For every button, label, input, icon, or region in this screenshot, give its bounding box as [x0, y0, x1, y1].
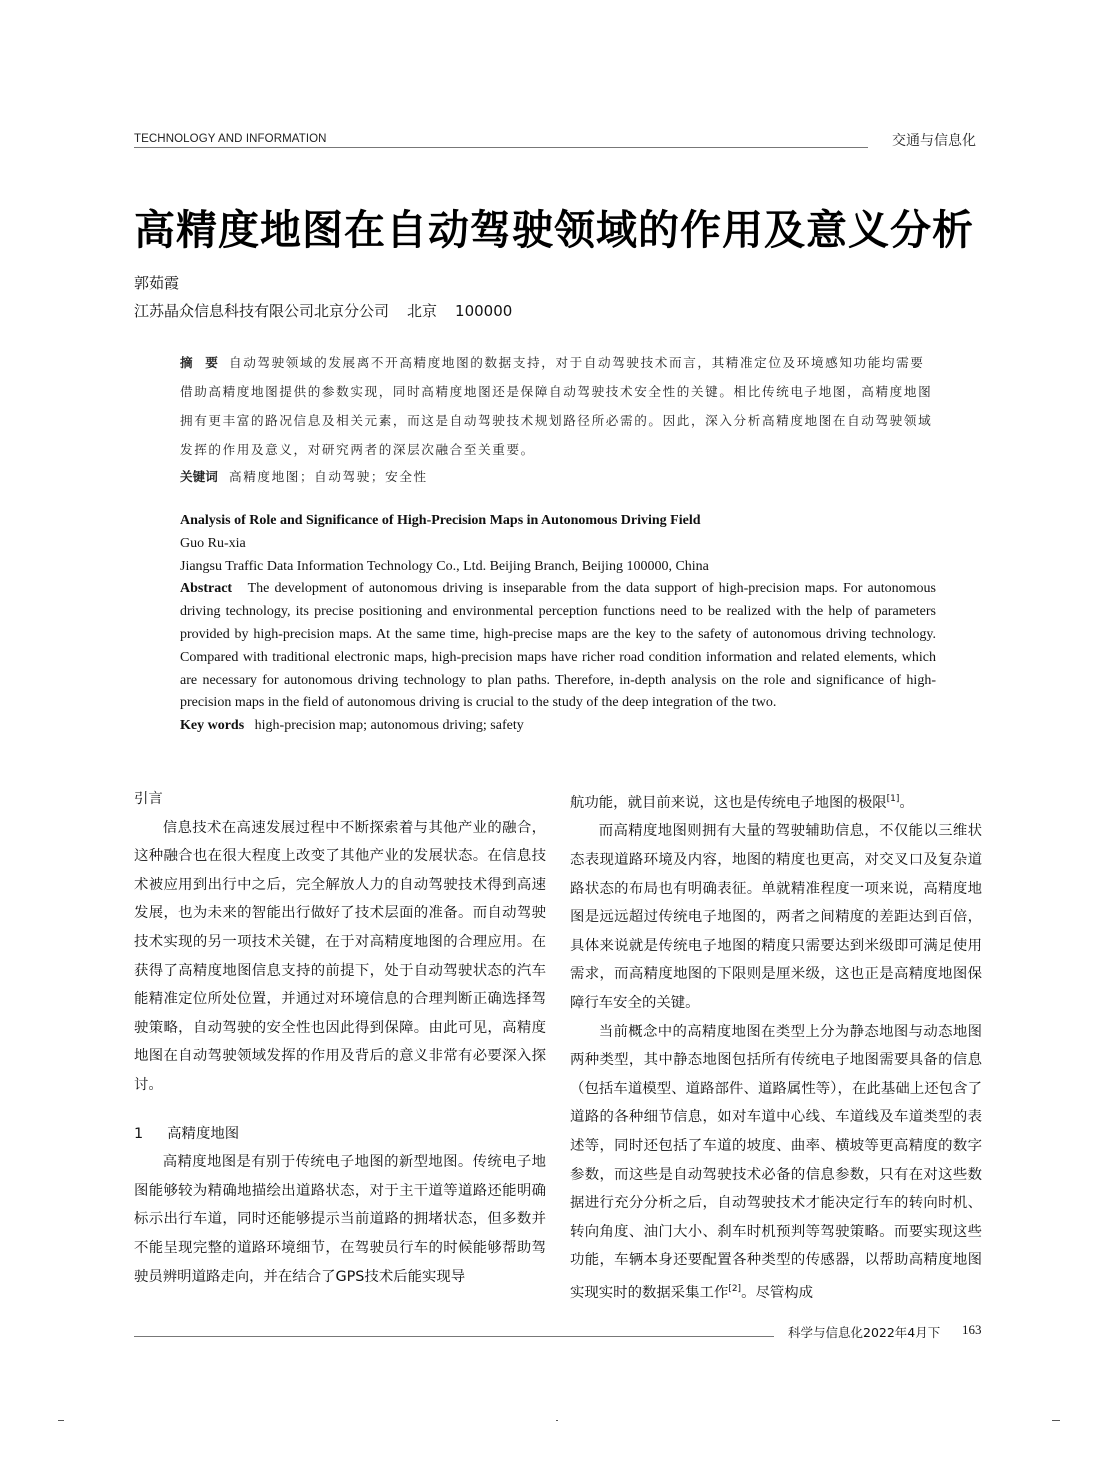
english-affiliation: Jiangsu Traffic Data Information Technology Co., Ltd. Beijing Branch, Beijing 100000, China — [180, 558, 709, 574]
abstract-cn-text: 自动驾驶领域的发展离不开高精度地图的数据支持，对于自动驾驶技术而言，其精准定位及环境感知功能均需要借助高精度地图提供的参数实现，同时高精度地图还是保障自动驾驶技术安全性的关键。相比传统电子地图，高精度地图拥有更丰富的路况信息及相关元素，而这是自动驾驶技术规划路径所必需的。因此，深入分析高精度地图在自动驾驶领域发挥的作用及意义，对研究两者的深层次融合至关重要。 — [180, 355, 933, 457]
footer-divider — [134, 1336, 774, 1337]
header-divider — [134, 147, 868, 148]
english-author: Guo Ru-xia — [180, 535, 246, 551]
affiliation-org: 江苏晶众信息科技有限公司北京分公司 — [134, 302, 390, 320]
crop-mark-center — [556, 1420, 558, 1421]
intro-heading: 引言 — [134, 791, 163, 807]
keywords-cn-label: 关键词 — [180, 469, 218, 484]
section-name: 交通与信息化 — [892, 133, 976, 149]
abstract-cn — [180, 348, 936, 464]
abstract-en-text: The development of autonomous driving is inseparable from the data support of high-precision maps. For autonomous driving technology, its precise positioning and environmental perception functions need to be realized with the help of parameters provided by high-precision maps. At the same time, high-precise maps are the key to the safety of autonomous driving technology. Compared with traditional electronic maps, high-precision maps have richer road condition information and related elements, which are necessary for autonomous driving technology to plan paths. Therefore, in-depth analysis on the role and significance of high-precision maps in the field of autonomous driving is crucial to the study of the deep integration of the two. — [180, 581, 937, 711]
author-name: 郭茹霞 — [134, 274, 180, 292]
keywords-cn — [180, 462, 936, 491]
keywords-en-label: Key words — [180, 718, 245, 734]
page-number: 163 — [962, 1322, 982, 1337]
right-paragraph-3: 当前概念中的高精度地图在类型上分为静态地图与动态地图两种类型，其中静态地图包括所有传统电子地图需要具备的信息（包括车道模型、道路部件、道路属性等），在此基础上还包含了道路的各种细节信息，如对车道中心线、车道线及车道类型的表述等，同时还包括了车道的坡度、曲率、横坡等更高精度的数字参数，而这些是自动驾驶技术必备的信息参数，只有在对这些数据进行充分分析之后，自动驾驶技术才能决定行车的转向时机、转向角度、油门大小、刹车时机预判等驾驶策略。而要实现这些功能，车辆本身还要配置各种类型的传感器，以帮助高精度地图实现实时的数据采集工作[2]。尽管构成 — [570, 1023, 982, 1301]
affiliation-city: 北京 — [407, 302, 438, 320]
continued-paragraph: 航功能，就目前来说，这也是传统电子地图的极限[1]。 — [570, 794, 914, 811]
crop-mark-right — [1052, 1420, 1060, 1421]
affiliation-postcode: 100000 — [455, 302, 513, 320]
citation-1: [1] — [886, 794, 900, 804]
english-title: Analysis of Role and Significance of High-Precision Maps in Autonomous Driving Field — [180, 513, 701, 528]
abstract-en-label: Abstract — [180, 581, 233, 597]
abstract-en — [180, 510, 936, 738]
citation-2: [2] — [728, 1283, 742, 1294]
section-1-heading — [134, 1120, 546, 1149]
section-1-title: 高精度地图 — [167, 1125, 240, 1142]
abstract-cn-label: 摘 要 — [180, 355, 218, 370]
section-1-paragraph: 高精度地图是有别于传统电子地图的新型地图。传统电子地图能够较为精确地描绘出道路状态，对于主干道等道路还能明确标示出行车道，同时还能够提示当前道路的拥堵状态，但多数并不能呈现完整的道路环境细节，在驾驶员行车的时候能够帮助驾驶员辨明道路走向，并在结合了GPS技术后能实现导 — [134, 1154, 546, 1285]
section-1-number: 1 — [134, 1125, 144, 1142]
keywords-cn-text: 高精度地图；自动驾驶；安全性 — [229, 469, 428, 484]
affiliation — [134, 300, 530, 321]
crop-mark-left — [58, 1420, 64, 1421]
footer-journal: 科学与信息化2022年4月下 — [788, 1325, 941, 1340]
paper-title: 高精度地图在自动驾驶领域的作用及意义分析 — [134, 206, 974, 254]
right-paragraph-2: 而高精度地图则拥有大量的驾驶辅助信息，不仅能以三维状态表现道路环境及内容，地图的精度也更高，对交叉口及复杂道路状态的布局也有明确表征。单就精准程度一项来说，高精度地图是远远超过传统电子地图的，两者之间精度的差距达到百倍，具体来说就是传统电子地图的精度只需要达到米级即可满足使用需求，而高精度地图的下限则是厘米级，这也正是高精度地图保障行车安全的关键。 — [570, 823, 982, 1011]
body-right-column — [570, 785, 982, 1307]
journal-name-en: TECHNOLOGY AND INFORMATION — [134, 133, 327, 145]
keywords-en-text: high-precision map; autonomous driving; safety — [254, 718, 524, 734]
intro-paragraph: 信息技术在高速发展过程中不断探索着与其他产业的融合，这种融合也在很大程度上改变了其他产业的发展状态。在信息技术被应用到出行中之后，完全解放人力的自动驾驶技术得到高速发展，也为未来的智能出行做好了技术层面的准备。而自动驾驶技术实现的另一项技术关键，在于对高精度地图的合理应用。在获得了高精度地图信息支持的前提下，处于自动驾驶状态的汽车能精准定位所处位置，并通过对环境信息的合理判断正确选择驾驶策略，自动驾驶的安全性也因此得到保障。由此可见，高精度地图在自动驾驶领域发挥的作用及背后的意义非常有必要深入探讨。 — [134, 819, 546, 1093]
body-left-column — [134, 785, 546, 1291]
